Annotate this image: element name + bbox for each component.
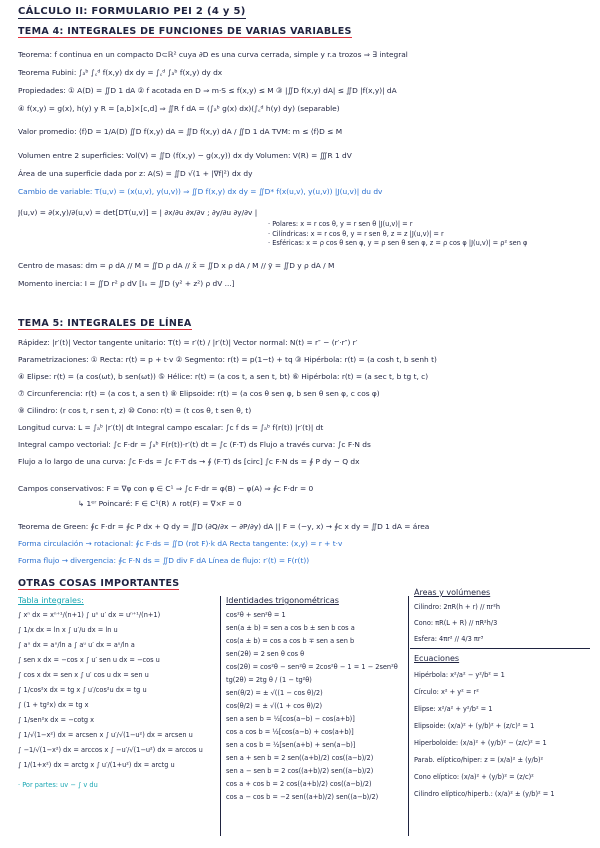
integral-item: ∫ (1 + tg²x) dx = tg x — [18, 701, 89, 709]
section-title-tema5: TEMA 5: INTEGRALES DE LÍNEA — [18, 318, 192, 329]
area-item: Cono: πR(L + R) // πR²h/3 — [414, 619, 498, 627]
ecuacion-item: Círculo: x² + y² = r² — [414, 688, 479, 696]
tema5-line: ⑦ Circunferencia: r(t) = (a cos t, a sen t) ⑧ Elipsoide: r(t) = (a cos θ sen φ, b sen θ sen φ, c cos φ) — [18, 389, 380, 398]
tema4-line: · Polares: x = r cos θ, y = r sen θ |J(u,v)| = r — [268, 220, 413, 228]
integrales-table — [18, 596, 216, 791]
area-item: Esfera: 4πr² // 4/3 πr³ — [414, 635, 484, 643]
ecuacion-item: Parab. elíptico/hiper: z = (x/a)² ± (y/b)² — [414, 756, 544, 764]
trig-item: sen a sen b = ½[cos(a−b) − cos(a+b)] — [226, 715, 355, 723]
section-title-tema4: TEMA 4: INTEGRALES DE FUNCIONES DE VARIAS VARIABLES — [18, 26, 352, 37]
trig-item: cos(a ± b) = cos a cos b ∓ sen a sen b — [226, 637, 355, 645]
integral-item: ∫ xⁿ dx = xⁿ⁺¹/(n+1) ∫ uⁿ u′ dx = uⁿ⁺¹/(n+1) — [18, 611, 161, 619]
ecuacion-item: Cono elíptico: (x/a)² + (y/b)² = (z/c)² — [414, 773, 534, 781]
trig-item: sen(θ/2) = ± √((1 − cos θ)/2) — [226, 689, 323, 697]
trig-identities — [226, 596, 404, 803]
integral-item: ∫ aˣ dx = aˣ/ln a ∫ aᵘ u′ dx = aᵘ/ln a — [18, 641, 135, 649]
section-divider — [410, 648, 590, 649]
tema5-line: Rápidez: |r′(t)| Vector tangente unitario: T(t) = r′(t) / |r′(t)| Vector normal: N(t) = r″ − (r′·r″) r′ — [18, 338, 358, 347]
ecuaciones-title: Ecuaciones — [414, 654, 460, 663]
integral-item: ∫ sen x dx = −cos x ∫ u′ sen u dx = −cos u — [18, 656, 160, 664]
tema4-line: Propiedades: ① A(D) = ∬D 1 dA ② f acotada en D ⇒ m·S ≤ f(x,y) ≤ M ③ |∬D f(x,y) dA| ≤ ∬D |f(x,y)| dA — [18, 86, 397, 95]
ecuacion-item: Cilindro elíptico/hiperb.: (x/a)² ± (y/b)² = 1 — [414, 790, 555, 798]
tema5-line: Longitud curva: L = ∫ₐᵇ |r′(t)| dt Integral campo escalar: ∫c f ds = ∫ₐᵇ f(r(t)) |r′(t)| dt — [18, 423, 324, 432]
tema4-line: ④ f(x,y) = g(x), h(y) y R = [a,b]×[c,d] ⇒ ∬R f dA = (∫ₐᵇ g(x) dx)(∫꜀ᵈ h(y) dy) (separable) — [18, 104, 340, 113]
trig-item: cos(2θ) = cos²θ − sen²θ = 2cos²θ − 1 = 1 − 2sen²θ — [226, 663, 398, 671]
tema5-line: ↳ 1ᵉʳ Poincaré: F ∈ C¹(R) ∧ rot(F) = ∇×F = 0 — [78, 499, 242, 508]
trig-item: cos a − cos b = −2 sen((a+b)/2) sen((a−b)/2) — [226, 793, 379, 801]
tema4-line: · Cilíndricas: x = r cos θ, y = r sen θ, z = z |J(u,v)| = r — [268, 229, 444, 238]
trig-item: sen(a ± b) = sen a cos b ± sen b cos a — [226, 624, 355, 632]
ecuacion-item: Elipsoide: (x/a)² + (y/b)² + (z/c)² = 1 — [414, 722, 535, 730]
integral-item: ∫ 1/√(1−x²) dx = arcsen x ∫ u′/√(1−u²) dx = arcsen u — [18, 731, 193, 739]
trig-item: sen a + sen b = 2 sen((a+b)/2) cos((a−b)/2) — [226, 754, 374, 762]
trig-item: cos(θ/2) = ± √((1 + cos θ)/2) — [226, 702, 323, 710]
column-divider — [220, 596, 221, 836]
tema5-line: ④ Elipse: r(t) = (a cos(ωt), b sen(ωt)) ⑤ Hélice: r(t) = (a cos t, a sen t, bt) ⑥ Hipérbola: r(t) = (a sec t, b tg t, c) — [18, 372, 429, 381]
tema4-line: Centro de masas: dm = ρ dA // M = ∬D ρ dA // x̄ = ∬D x ρ dA / M // ȳ = ∬D y ρ dA / M — [18, 261, 335, 270]
tema4-line: Valor promedio: ⟨f⟩D = 1/A(D) ∬D f(x,y) dA = ∬D f(x,y) dA / ∬D 1 dA TVM: m ≤ ⟨f⟩D ≤ M — [18, 127, 343, 136]
tema5-content — [18, 338, 588, 567]
trig-title: Identidades trigonométricas — [226, 596, 339, 605]
integral-item: ∫ 1/x dx = ln x ∫ u′/u dx = ln u — [18, 626, 118, 634]
trig-item: sen(2θ) = 2 sen θ cos θ — [226, 650, 305, 658]
trig-item: cos²θ + sen²θ = 1 — [226, 611, 286, 619]
tema4-line: Cambio de variable: T(u,v) = (x(u,v), y(u,v)) ⇒ ∬D f(x,y) dx dy = ∬D* f(x(u,v), y(u,v)) |J(u,v)| du dv — [18, 187, 383, 196]
tema4-line: · Esféricas: x = ρ cos θ sen φ, y = ρ sen θ sen φ, z = ρ cos φ |J(u,v)| = ρ² sen φ — [268, 239, 528, 247]
trig-item: sen a cos b = ½[sen(a+b) + sen(a−b)] — [226, 741, 356, 749]
ecuacion-item: Elipse: x²/a² + y²/b² = 1 — [414, 705, 493, 713]
ecuacion-item: Hiperboloide: (x/a)² + (y/b)² − (z/c)² = 1 — [414, 739, 547, 747]
areas-volumenes — [414, 588, 594, 645]
ecuacion-item: Hipérbola: x²/a² − y²/b² = 1 — [414, 671, 505, 679]
integral-item: ∫ 1/cos²x dx = tg x ∫ u′/cos²u dx = tg u — [18, 686, 147, 694]
tema5-line: Teorema de Green: ∮c F·dr = ∮c P dx + Q dy = ∬D (∂Q/∂x − ∂P/∂y) dA || F = (−y, x) → ∮c x dy = ∬D 1 dA = área — [18, 522, 430, 531]
tema4-line: Teorema: f continua en un compacto D⊂ℝ² cuya ∂D es una curva cerrada, simple y r.a trozos ⇒ ∃ integral — [18, 50, 408, 59]
column-divider — [408, 596, 409, 836]
integral-item: ∫ −1/√(1−x²) dx = arccos x ∫ −u′/√(1−u²) dx = arccos u — [18, 746, 203, 754]
integral-item: ∫ cos x dx = sen x ∫ u′ cos u dx = sen u — [18, 671, 149, 679]
integral-item: · Por partes: uv − ∫ v du — [18, 781, 98, 789]
trig-item: sen a − sen b = 2 cos((a+b)/2) sen((a−b)/2) — [226, 767, 374, 775]
trig-item: tg(2θ) = 2tg θ / (1 − tg²θ) — [226, 676, 312, 684]
areas-title: Áreas y volúmenes — [414, 588, 491, 597]
integral-item: ∫ 1/(1+x²) dx = arctg x ∫ u′/(1+u²) dx = arctg u — [18, 761, 175, 769]
tema4-line: Área de una superficie dada por z: A(S) = ∬D √(1 + |∇f|²) dx dy — [18, 169, 253, 178]
trig-item: cos a + cos b = 2 cos((a+b)/2) cos((a−b)/2) — [226, 780, 372, 788]
trig-item: cos a cos b = ½[cos(a−b) + cos(a+b)] — [226, 728, 354, 736]
tema4-line: Momento inercia: I = ∬D r² ρ dV [Iₓ = ∬D (y² + z²) ρ dV ...] — [18, 279, 235, 288]
area-item: Cilindro: 2πR(h + r) // πr²h — [414, 603, 501, 611]
page-title: CÁLCULO II: FORMULARIO PEI 2 (4 y 5) — [18, 6, 246, 17]
tema5-line: Forma flujo → divergencia: ∮c F·N ds = ∬D div F dA Línea de flujo: r′(t) = F(r(t)) — [18, 556, 310, 565]
tema4-content — [18, 50, 588, 290]
tema4-line: Teorema Fubini: ∫ₐᵇ ∫꜀ᵈ f(x,y) dx dy = ∫꜀ᵈ ∫ₐᵇ f(x,y) dy dx — [18, 68, 223, 77]
tema4-line: Volumen entre 2 superficies: Vol(V) = ∬D (f(x,y) − g(x,y)) dx dy Volumen: V(R) = ∭R 1 dV — [18, 151, 352, 160]
integral-item: ∫ 1/sen²x dx = −cotg x — [18, 716, 95, 724]
tema5-line: Campos conservativos: F = ∇φ con φ ∈ C¹ ⇒ ∫c F·dr = φ(B) − φ(A) ⇒ ∮c F·dr = 0 — [18, 484, 314, 493]
section-title-otras: OTRAS COSAS IMPORTANTES — [18, 578, 180, 589]
tema5-line: Forma circulación → rotacional: ∮c F·ds = ∬D (rot F)·k dA Recta tangente: (x,y) = r + t·v — [18, 539, 343, 548]
tema5-line: ⑨ Cilindro: (r cos t, r sen t, z) ⑩ Cono: r(t) = (t cos θ, t sen θ, t) — [18, 406, 252, 415]
integrales-title: Tabla integrales: — [18, 596, 84, 605]
ecuaciones — [414, 654, 594, 800]
tema5-line: Parametrizaciones: ① Recta: r(t) = p + t·v ② Segmento: r(t) = p(1−t) + tq ③ Hipérbola: r(t) = (a cosh t, b senh t) — [18, 355, 437, 364]
tema4-line: J(u,v) = ∂(x,y)/∂(u,v) = det[DT(u,v)] = | ∂x/∂u ∂x/∂v ; ∂y/∂u ∂y/∂v | — [18, 208, 258, 217]
tema5-line: Integral campo vectorial: ∫c F·dr = ∫ₐᵇ F(r(t))·r′(t) dt = ∫c (F·T) ds Flujo a través curva: ∫c F·N ds — [18, 440, 371, 449]
tema5-line: Flujo a lo largo de una curva: ∫c F·ds = ∫c F·T ds → ∮ (F·T) ds [circ] ∫c F·N ds = ∮ P dy − Q dx — [18, 457, 360, 466]
